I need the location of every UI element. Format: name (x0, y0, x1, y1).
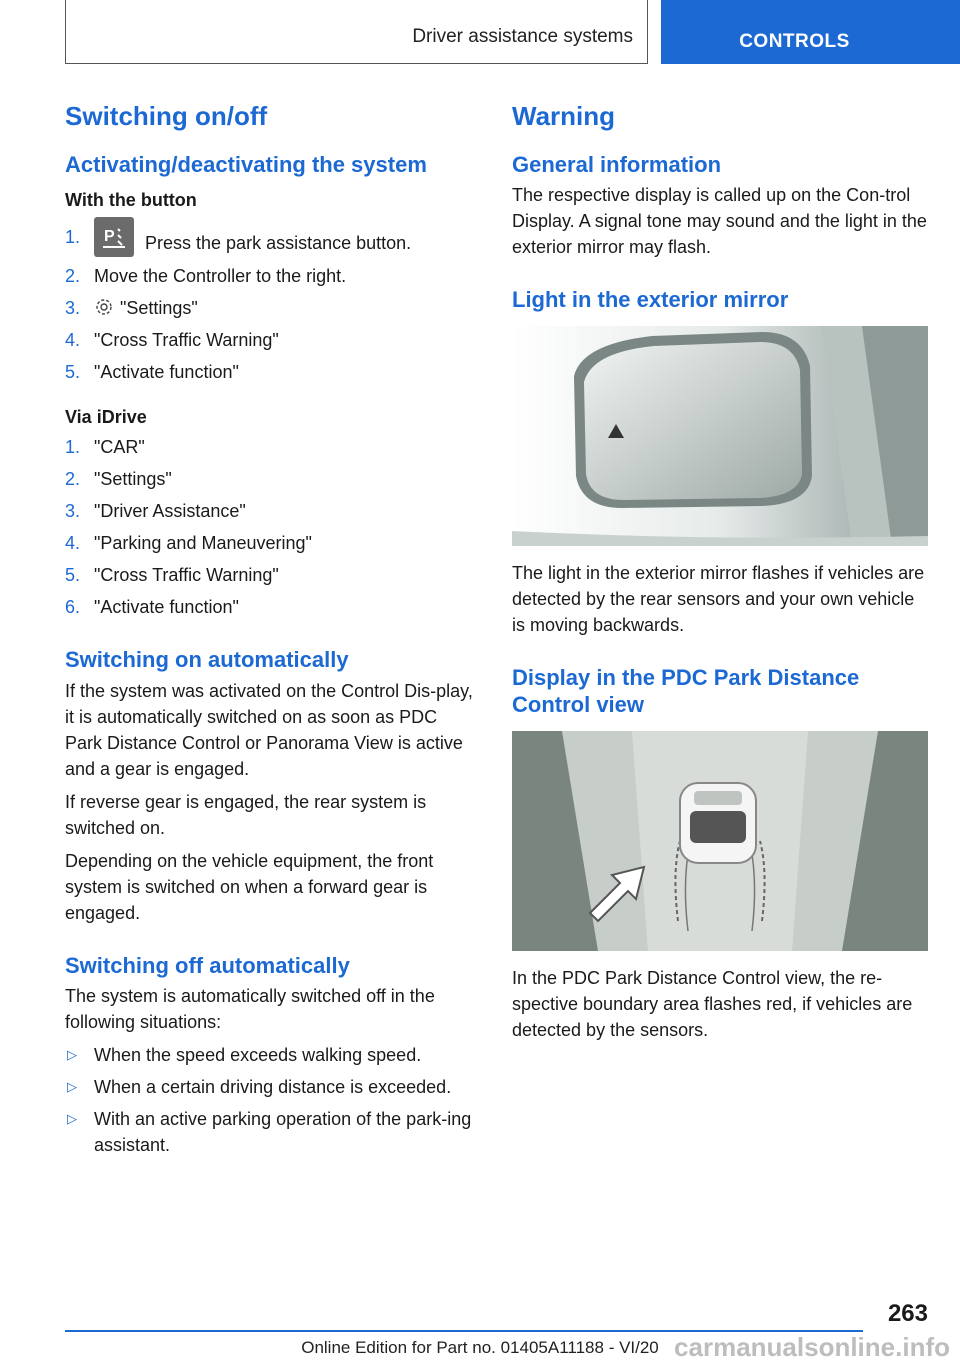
exterior-mirror-figure (512, 326, 928, 546)
list-item: 2. "Settings" (65, 469, 172, 489)
chapter-tab (661, 0, 960, 64)
pdc-view-figure (512, 731, 928, 951)
page-number: 263 (887, 1300, 928, 1327)
list-item: 3. "Settings" (65, 298, 198, 318)
auto-off-conditions (65, 1042, 475, 1158)
paragraph: The system is automatically switched off in the following situations: (65, 986, 435, 1032)
list-item: 1. P Press the park assistance button. (65, 217, 475, 263)
paragraph: If the system was activated on the Control Dis-play, it is automatically switched on as soon as PDC Park Distance Control or Panorama View is active and a gear is engaged. (65, 680, 473, 779)
right-column (512, 100, 928, 1050)
via-idrive-steps (65, 434, 475, 620)
triangle-bullet-icon: ▷ (67, 1047, 77, 1062)
list-item: ▷ When a certain driving distance is exceeded. (65, 1074, 475, 1100)
heading-switching-on-off: Switching on/off (65, 101, 268, 131)
list-item: ▷ When the speed exceeds walking speed. (65, 1042, 475, 1068)
park-assist-button-icon (94, 217, 134, 257)
list-item: 1. "CAR" (65, 437, 145, 457)
paragraph: The light in the exterior mirror flashes if vehicles are detected by the rear sensors and your own vehicle is moving backwards. (512, 562, 925, 635)
heading-pdc-view: Display in the PDC Park Distance Control view (512, 664, 860, 717)
list-item: 4. "Parking and Maneuvering" (65, 533, 312, 553)
paragraph: In the PDC Park Distance Control view, the re-spective boundary area flashes red, if vehicles are detected by the sensors. (512, 967, 913, 1040)
svg-text:P: P (104, 228, 115, 245)
heading-auto-off: Switching off automatically (65, 952, 350, 978)
heading-with-button: With the button (65, 190, 197, 210)
chapter-tab-label: CONTROLS (739, 31, 850, 52)
section-title: Driver assistance systems (412, 26, 633, 47)
triangle-bullet-icon: ▷ (67, 1079, 77, 1094)
heading-activating: Activating/deactivating the system (65, 151, 427, 177)
list-item: 3. "Driver Assistance" (65, 501, 246, 521)
with-button-steps (65, 217, 475, 385)
list-item: 5. "Activate function" (65, 362, 239, 382)
paragraph: Depending on the vehicle equipment, the front system is switched on when a forward gear is engaged. (65, 850, 434, 923)
list-item: ▷ With an active parking operation of the park-ing assistant. (65, 1106, 475, 1158)
heading-general-info: General information (512, 151, 722, 177)
list-item: 6. "Activate function" (65, 597, 239, 617)
heading-warning: Warning (512, 101, 616, 131)
paragraph: If reverse gear is engaged, the rear system is switched on. (65, 791, 427, 838)
heading-via-idrive: Via iDrive (65, 407, 147, 427)
list-item: 4. "Cross Traffic Warning" (65, 330, 279, 350)
header-frame (65, 0, 648, 64)
triangle-bullet-icon: ▷ (67, 1111, 77, 1126)
edition-info: Online Edition for Part no. 01405A11188 - VI/20 (301, 1338, 659, 1357)
list-item: 2. Move the Controller to the right. (65, 266, 347, 286)
gear-icon (94, 297, 114, 317)
list-item: 5. "Cross Traffic Warning" (65, 565, 279, 585)
watermark: carmanualsonline.info (674, 1332, 950, 1362)
heading-mirror-light: Light in the exterior mirror (512, 287, 789, 312)
paragraph: The respective display is called up on the Con-trol Display. A signal tone may sound and the light in the exterior mirror may flash. (512, 185, 927, 257)
left-column (65, 100, 475, 1164)
heading-auto-on: Switching on automatically (65, 647, 349, 672)
